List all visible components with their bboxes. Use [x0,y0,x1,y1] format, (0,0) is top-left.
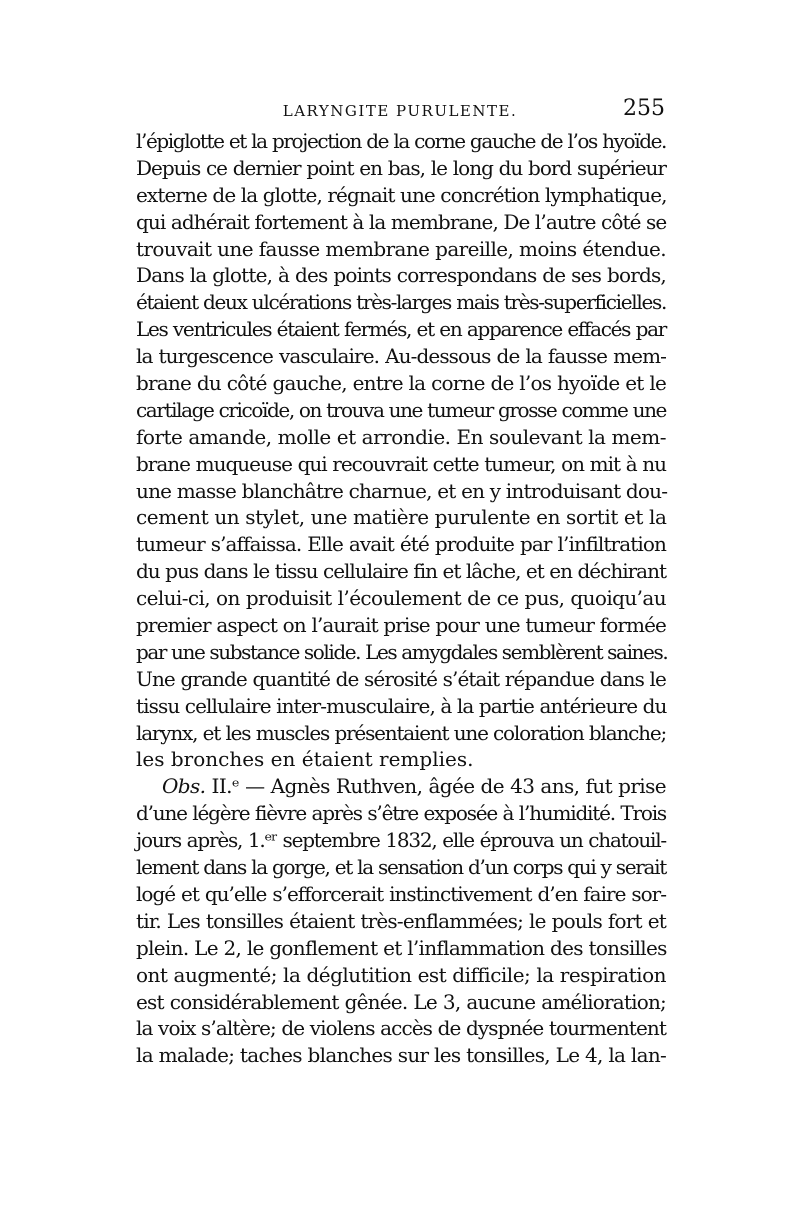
text-line: plein. Le 2, le gonflement et l’inflammation des tonsilles [136,935,667,960]
text-line: Dans la glotte, à des points correspondans de ses bords, [136,263,666,288]
text-line: celui-ci, on produisit l’écoulement de ce pus, quoiqu’au [136,586,666,611]
text-line: cement un stylet, une matière purulente en sortit et la [136,505,667,530]
text-line: logé et qu’elle s’efforcerait instinctivement d’en faire sor- [136,881,666,906]
text-line: tir. Les tonsilles étaient très-enflammées; le pouls fort et [136,908,666,933]
text-line: Depuis ce dernier point en bas, le long du bord supérieur [136,155,666,180]
body-text [136,128,666,1069]
text-line: brane muqueuse qui recouvrait cette tumeur, on mit à nu [136,451,666,476]
text-line: cartilage cricoïde, on trouva une tumeur grosse comme une [136,397,666,422]
running-header [135,96,665,122]
page-number: 255 [623,96,665,121]
text-line: la turgescence vasculaire. Au-dessous de la fausse mem- [136,344,666,369]
obs-label: Obs. [162,774,206,799]
running-title: LARYNGITE PURULENTE. [282,102,518,120]
text-line: larynx, et les muscles présentaient une coloration blanche; [136,720,666,745]
text-line: tumeur s’affaissa. Elle avait été produite par l’infiltration [136,532,666,557]
text-line: Les ventricules étaient fermés, et en apparence effacés par [136,317,666,342]
text-line: est considérablement gênée. Le 3, aucune amélioration; [136,989,666,1014]
text-line: une masse blanchâtre charnue, et en y introduisant dou- [136,478,668,503]
text-line: trouvait une fausse membrane pareille, moins étendue. [136,236,666,261]
text-line: étaient deux ulcérations très-larges mais très-superficielles. [136,290,666,315]
text-line: lement dans la gorge, et la sensation d’un corps qui y serait [136,855,666,880]
text-line: d’une légère fièvre après s’être exposée à l’humidité. Trois [136,801,666,826]
text-line: l’épiglotte et la projection de la corne gauche de l’os hyoïde. [136,129,666,153]
text-line: les bronches en étaient remplies. [136,747,474,772]
text-line: externe de la glotte, régnait une concrétion lymphatique, [136,182,667,207]
text-line: ont augmenté; la déglutition est difficile; la respiration [136,962,666,987]
text-line: la voix s’altère; de violens accès de dyspnée tourmentent [136,1016,666,1041]
text-line: jours après, 1.ᵉʳ septembre 1832, elle éprouva un chatouil- [136,828,666,853]
text-line: Une grande quantité de sérosité s’était répandue dans le [136,666,666,691]
text-line: du pus dans le tissu cellulaire fin et lâche, et en déchirant [136,559,666,584]
text-line: brane du côté gauche, entre la corne de l’os hyoïde et le [136,371,666,396]
text-line: par une substance solide. Les amygdales semblèrent saines. [136,639,668,664]
observation-text: II.ᵉ — Agnès Ruthven, âgée de 43 ans, fut prise [211,774,666,799]
text-line: premier aspect on l’aurait prise pour une tumeur formée [136,613,666,638]
text-line: tissu cellulaire inter-musculaire, à la partie antérieure du [136,693,667,718]
text-line: la malade; taches blanches sur les tonsilles, Le 4, la lan- [136,1043,667,1068]
observation-line [136,773,666,800]
text-line: qui adhérait fortement à la membrane, De l’autre côté se [136,209,667,234]
text-line: forte amande, molle et arrondie. En soulevant la mem- [136,424,666,449]
